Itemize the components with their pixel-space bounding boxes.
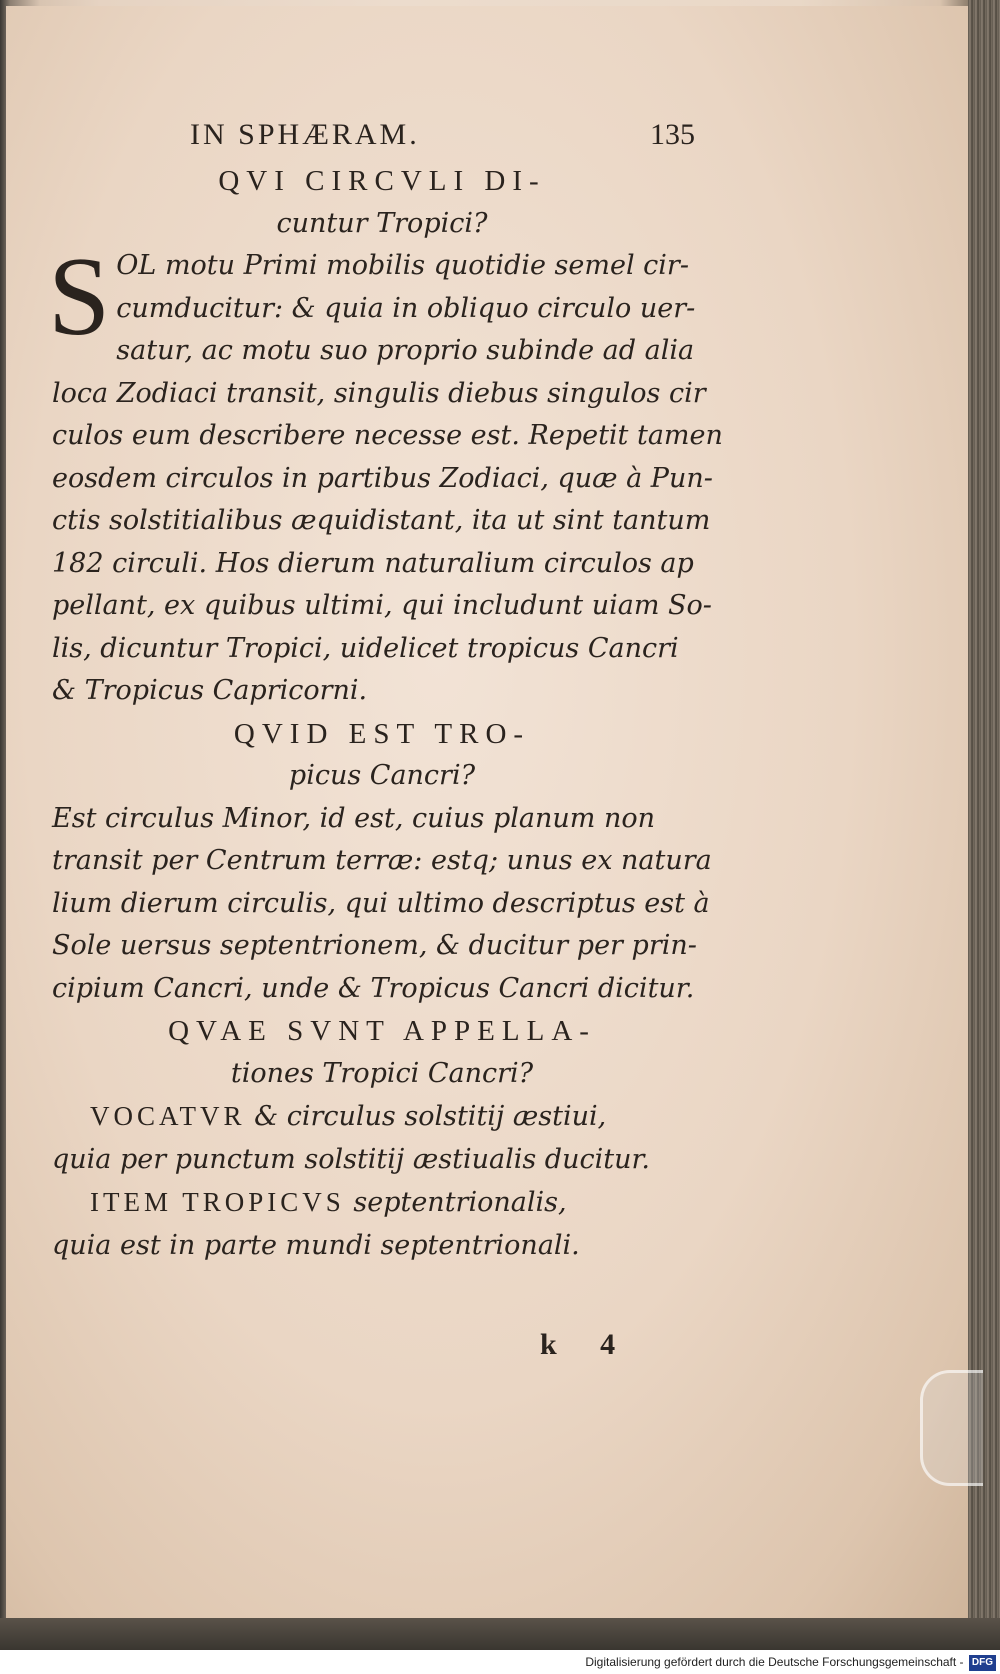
- drop-cap: S: [48, 235, 111, 359]
- text-line: Est circulus Minor, id est, cuius planum non: [52, 802, 656, 834]
- text-line: quia per punctum solstitij æstiualis ducitur.: [52, 1143, 650, 1175]
- text-line: lium dierum circulis, qui ultimo descriptus est à: [52, 887, 710, 919]
- section2-paragraph: [52, 798, 712, 1011]
- text-line: lis, dicuntur Tropici, uidelicet tropicus Cancri: [52, 632, 679, 664]
- text-line: satur, ac motu suo proprio subinde ad alia: [116, 335, 695, 366]
- section3-subheading: tiones Tropici Cancri?: [230, 1057, 534, 1089]
- text-line: culos eum describere necesse est. Repetit tamen: [52, 420, 723, 451]
- bottom-shade: [0, 1618, 1000, 1650]
- appellation-1-caps: VOCATVR: [90, 1101, 246, 1131]
- digitization-footer: [0, 1650, 1000, 1674]
- text-line: OL motu Primi mobilis quotidie semel cir-: [116, 250, 689, 281]
- text-line: 182 circuli. Hos dierum naturalium circulos ap: [52, 547, 694, 579]
- text-line: Sole uersus septentrionem, & ducitur per prin-: [52, 930, 697, 961]
- text-line: quia est in parte mundi septentrionali.: [52, 1229, 580, 1261]
- text-line: transit per Centrum terræ: estq; unus ex natura: [52, 845, 712, 876]
- footer-credit: Digitalisierung gefördert durch die Deutsche Forschungsgemeinschaft -: [585, 1655, 964, 1669]
- appellation-2-caps: ITEM TROPICVS: [90, 1187, 345, 1217]
- appellation-1: [90, 1095, 712, 1139]
- section3-paragraph: [52, 1095, 712, 1267]
- running-head-title: IN SPHÆRAM.: [190, 118, 420, 151]
- text-line: cipium Cancri, unde & Tropicus Cancri dicitur.: [52, 972, 695, 1004]
- text-line: cumducitur: & quia in obliquo circulo uer-: [116, 292, 696, 324]
- section1-subheading: cuntur Tropici?: [276, 207, 488, 239]
- dfg-logo: DFG: [969, 1655, 996, 1671]
- appellation-1-rest: & circulus solstitij æstiui,: [245, 1101, 607, 1132]
- text-line: ctis solstitialibus æquidistant, ita ut sint tantum: [52, 505, 711, 536]
- section1-heading: QVI CIRCVLI DI-: [218, 165, 546, 197]
- section2-subheading: picus Cancri?: [288, 760, 476, 791]
- appellation-2-rest: septentrionalis,: [344, 1187, 567, 1218]
- page-number: 135: [650, 118, 695, 151]
- text-line: loca Zodiaci transit, singulis diebus singulos cir: [52, 377, 706, 409]
- appellation-2: [90, 1181, 712, 1225]
- section2-heading: QVID EST TRO-: [233, 717, 531, 750]
- text-line: pellant, ex quibus ultimi, qui includunt uiam So-: [52, 590, 712, 621]
- section1-paragraph: [48, 235, 723, 713]
- signature-mark: k 4: [540, 1328, 634, 1361]
- text-line: & Tropicus Capricorni.: [52, 675, 368, 706]
- body-text: [48, 118, 723, 1267]
- text-line: eosdem circulos in partibus Zodiaci, quæ à Pun-: [52, 462, 713, 494]
- page-clip: [920, 1370, 983, 1486]
- section3-heading: QVAE SVNT APPELLA-: [168, 1015, 596, 1047]
